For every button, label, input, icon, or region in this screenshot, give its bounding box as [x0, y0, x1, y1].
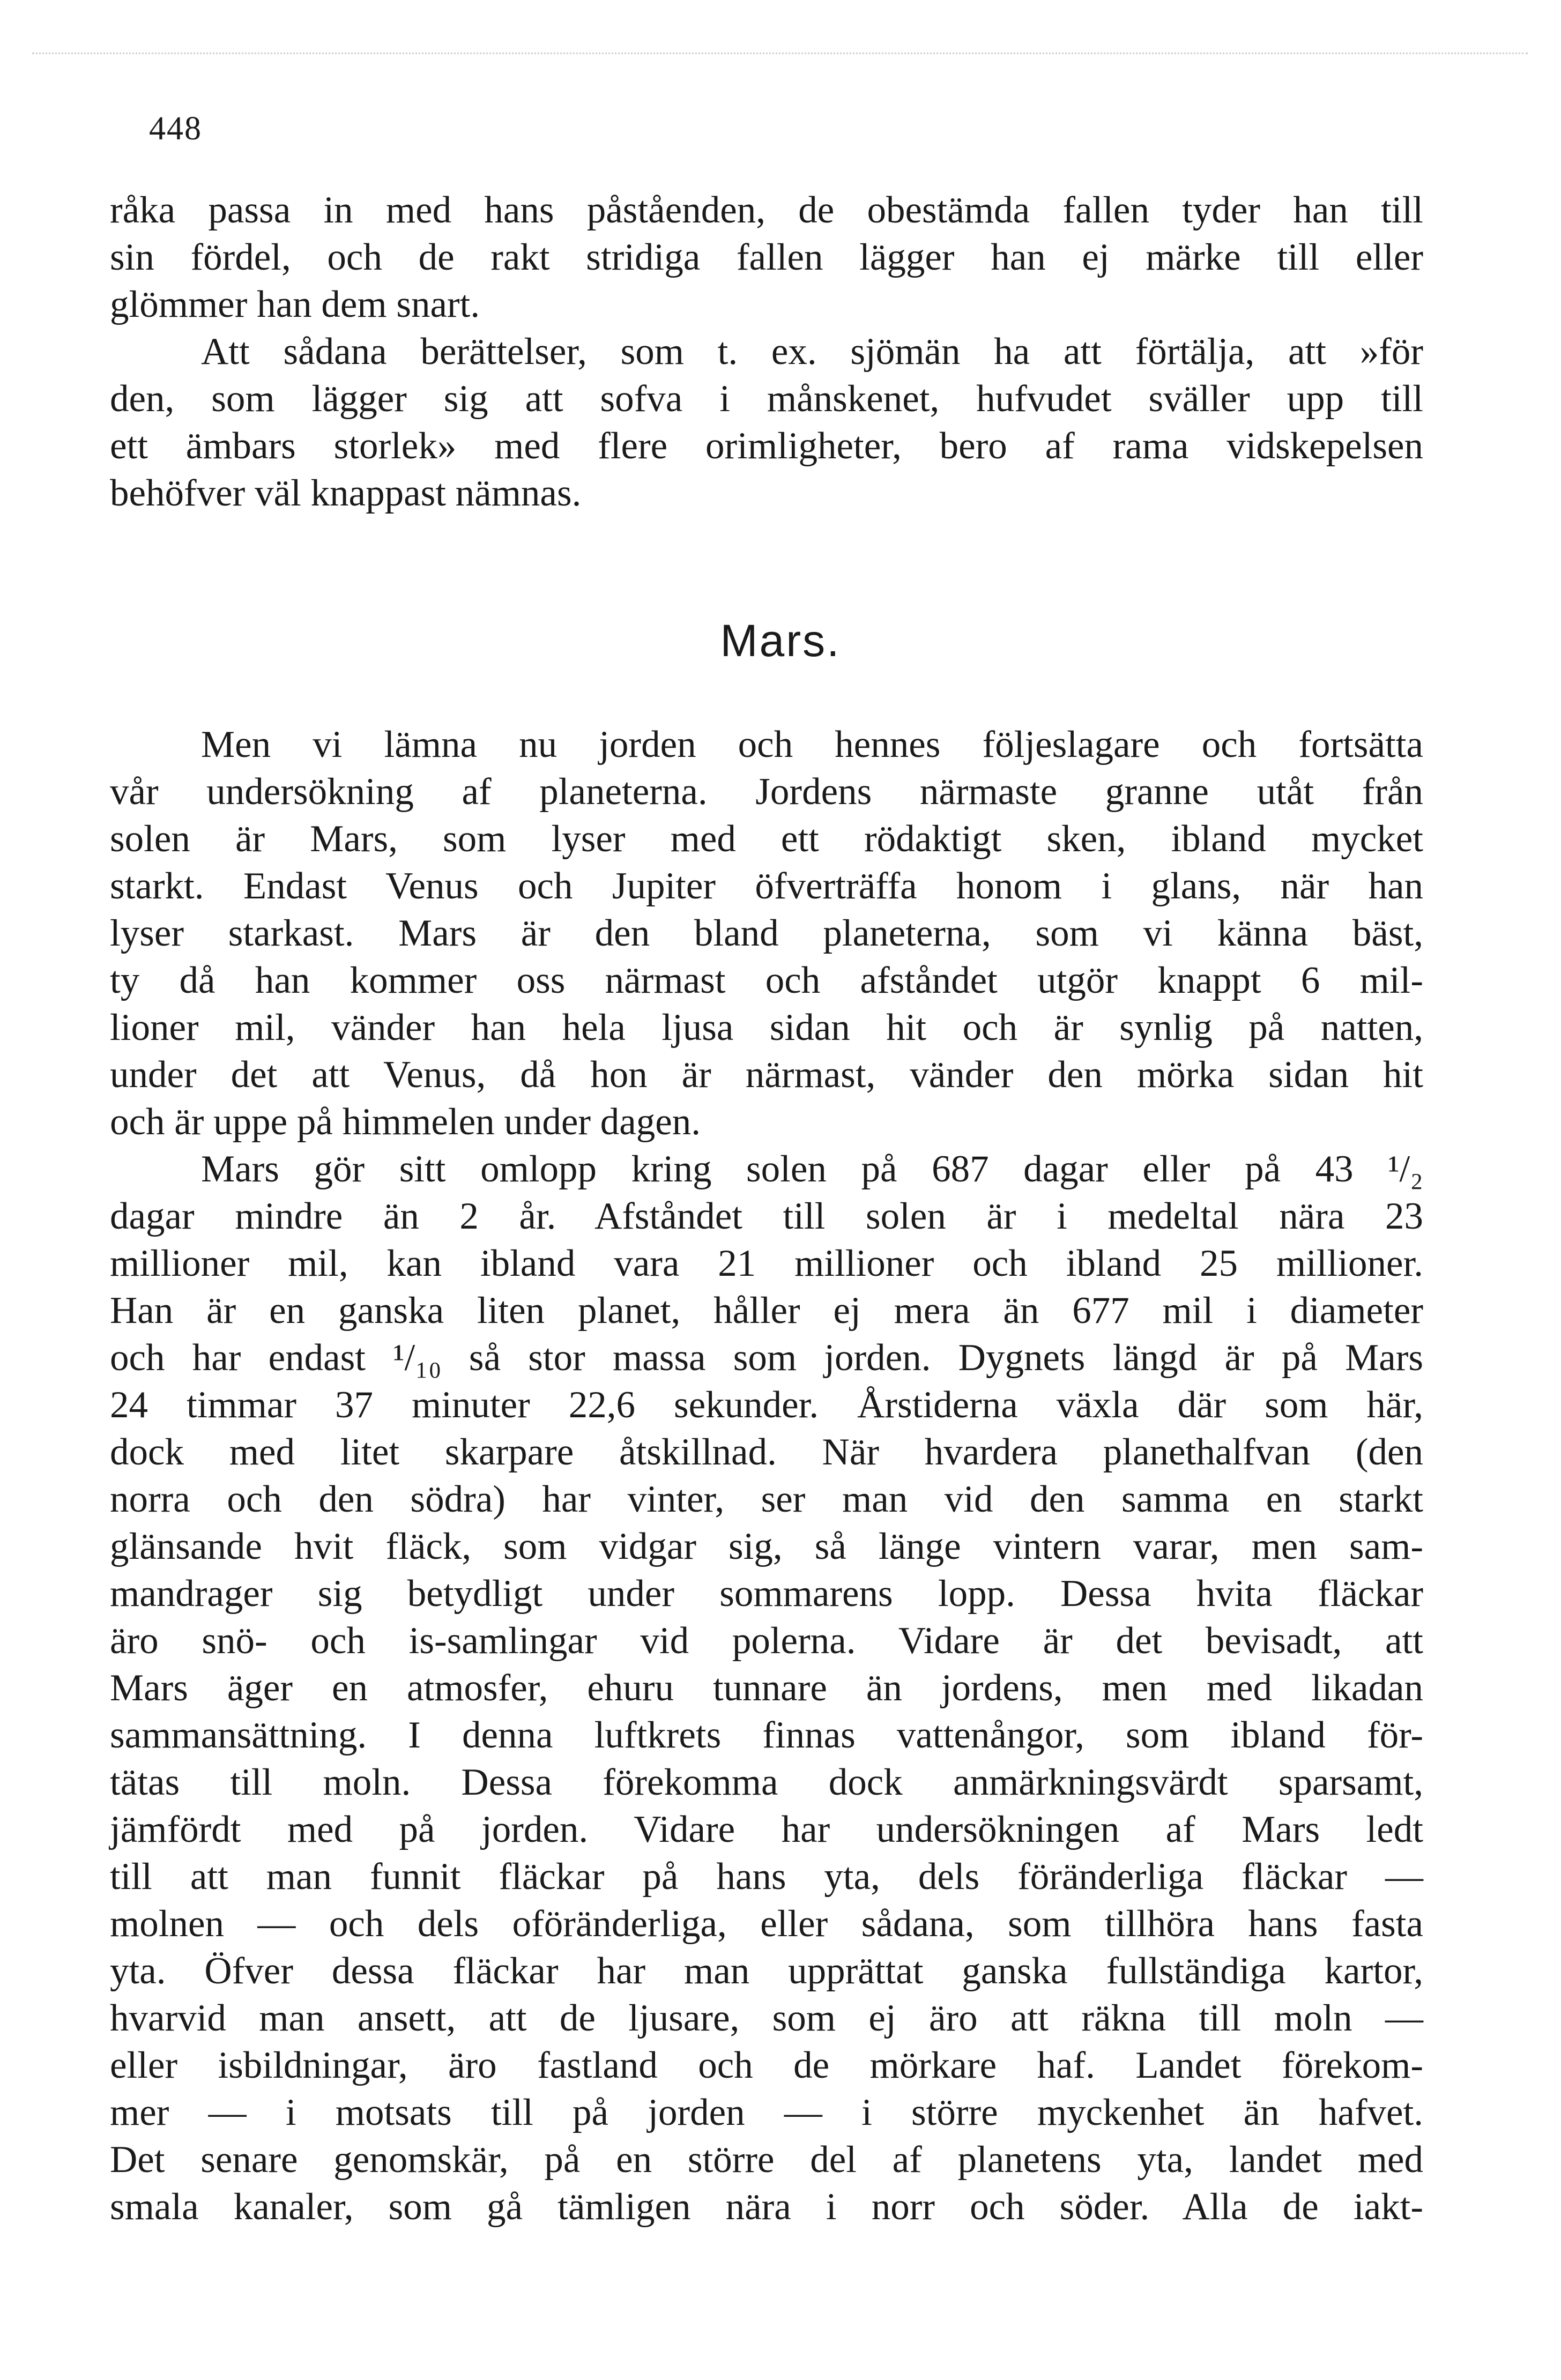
text-line: starkt. Endast Venus och Jupiter öfverträffa honom i glans, när han: [110, 865, 1423, 907]
text-line: glömmer han dem snart.: [110, 284, 480, 325]
text-line: smala kanaler, som gå tämligen nära i norr och söder. Alla de iakt-: [110, 2186, 1423, 2228]
text-line: till att man funnit fläckar på hans yta, dels föränderliga fläckar —: [110, 1856, 1423, 1898]
text-line: äro snö- och is-samlingar vid polerna. Vidare är det bevisadt, att: [110, 1620, 1423, 1662]
text-line: yta. Öfver dessa fläckar har man upprättat ganska fullständiga kartor,: [110, 1950, 1423, 1992]
text-line: och har endast ¹/₁₀ så stor massa som jorden. Dygnets längd är på Mars: [110, 1337, 1423, 1379]
text-line: eller isbildningar, äro fastland och de mörkare haf. Landet förekom-: [110, 2044, 1423, 2086]
text-line: 24 timmar 37 minuter 22,6 sekunder. Årstiderna växla där som här,: [110, 1384, 1423, 1426]
text-line: norra och den södra) har vinter, ser man vid den samma en starkt: [110, 1478, 1423, 1520]
text-line: hvarvid man ansett, att de ljusare, som ej äro att räkna till moln —: [110, 1997, 1423, 2039]
text-line: ty då han kommer oss närmast och afståndet utgör knappt 6 mil-: [110, 960, 1423, 1001]
text-line: Mars äger en atmosfer, ehuru tunnare än jordens, men med likadan: [110, 1667, 1423, 1709]
text-line: Mars gör sitt omlopp kring solen på 687 dagar eller på 43 ¹/₂: [201, 1148, 1423, 1190]
text-line: sammansättning. I denna luftkrets finnas vattenångor, som ibland för-: [110, 1714, 1423, 1756]
text-line: dock med litet skarpare åtskillnad. När hvardera planethalfvan (den: [110, 1431, 1423, 1473]
text-line: Men vi lämna nu jorden och hennes följeslagare och fortsätta: [201, 724, 1423, 765]
text-line: Att sådana berättelser, som t. ex. sjömän ha att förtälja, att »för: [201, 331, 1423, 373]
text-line: jämfördt med på jorden. Vidare har undersökningen af Mars ledt: [110, 1809, 1423, 1850]
text-line: behöfver väl knappast nämnas.: [110, 472, 582, 514]
text-line: Han är en ganska liten planet, håller ej mera än 677 mil i diameter: [110, 1290, 1423, 1332]
text-line: glänsande hvit fläck, som vidgar sig, så länge vintern varar, men sam-: [110, 1526, 1423, 1567]
text-line: lyser starkast. Mars är den bland planeterna, som vi känna bäst,: [110, 912, 1423, 954]
text-line: molnen — och dels oföränderliga, eller sådana, som tillhöra hans fasta: [110, 1903, 1423, 1945]
page-number: 448: [149, 110, 202, 147]
text-line: under det att Venus, då hon är närmast, vänder den mörka sidan hit: [110, 1054, 1423, 1096]
top-edge-rule: [32, 53, 1528, 54]
section-heading: Mars.: [720, 615, 841, 666]
text-line: solen är Mars, som lyser med ett rödaktigt sken, ibland mycket: [110, 818, 1423, 860]
text-line: sin fördel, och de rakt stridiga fallen lägger han ej märke till eller: [110, 236, 1423, 278]
text-line: tätas till moln. Dessa förekomma dock anmärkningsvärdt sparsamt,: [110, 1761, 1423, 1803]
text-line: lioner mil, vänder han hela ljusa sidan hit och är synlig på natten,: [110, 1007, 1423, 1048]
text-line: mer — i motsats till på jorden — i större myckenhet än hafvet.: [110, 2092, 1423, 2133]
text-line: vår undersökning af planeterna. Jordens närmaste granne utåt från: [110, 771, 1423, 813]
text-line: den, som lägger sig att sofva i månskenet, hufvudet sväller upp till: [110, 378, 1423, 420]
text-line: mandrager sig betydligt under sommarens lopp. Dessa hvita fläckar: [110, 1573, 1423, 1615]
text-line: Det senare genomskär, på en större del af planetens yta, landet med: [110, 2139, 1423, 2181]
text-line: millioner mil, kan ibland vara 21 millioner och ibland 25 millioner.: [110, 1243, 1423, 1284]
text-line: och är uppe på himmelen under dagen.: [110, 1101, 701, 1143]
text-line: dagar mindre än 2 år. Afståndet till solen är i medeltal nära 23: [110, 1195, 1423, 1237]
text-line: råka passa in med hans påståenden, de obestämda fallen tyder han till: [110, 189, 1423, 231]
text-line: ett ämbars storlek» med flere orimligheter, bero af rama vidskepelsen: [110, 425, 1423, 467]
